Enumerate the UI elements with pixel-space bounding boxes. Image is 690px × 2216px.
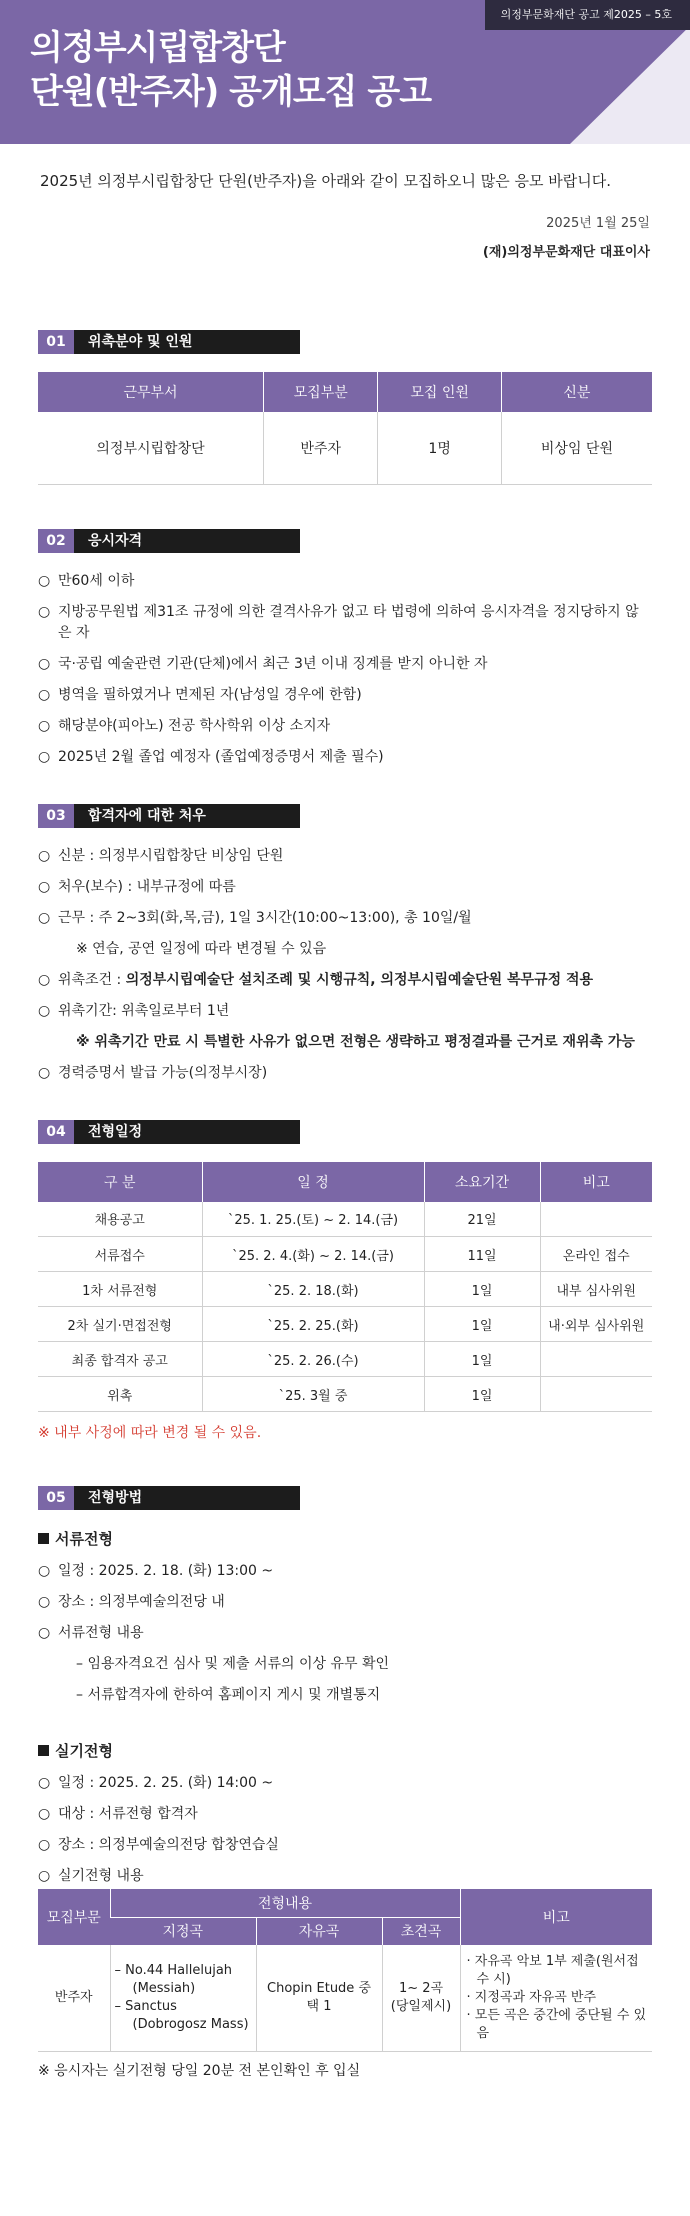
column-header: 초견곡 — [382, 1917, 460, 1945]
circle-bullet-icon: ○ — [38, 717, 51, 734]
table-cell: 1일 — [424, 1307, 540, 1342]
table-cell: 1명 — [378, 412, 502, 484]
table-row — [38, 412, 652, 484]
column-header: 비고 — [460, 1889, 652, 1945]
table-cell: 11일 — [424, 1237, 540, 1272]
section-number: 05 — [38, 1486, 74, 1510]
assigned-pieces-cell: – No.44 Hallelujah (Messiah) – Sanctus (Dobrogosz Mass) — [110, 1945, 256, 2052]
intro-text: 2025년 의정부시립합창단 단원(반주자)을 아래와 같이 모집하오니 많은 응모 바랍니다. — [40, 172, 611, 190]
table-row — [38, 1342, 652, 1377]
list-item: ○ 장소 : 의정부예술의전당 내 — [38, 1592, 652, 1613]
schedule-table — [38, 1162, 652, 1413]
section-title: 전형방법 — [74, 1486, 300, 1510]
table-cell — [540, 1377, 652, 1412]
column-header: 모집부분 — [264, 372, 378, 412]
table-cell: `25. 3월 중 — [202, 1377, 424, 1412]
section-heading — [38, 529, 652, 553]
section-01 — [0, 330, 690, 485]
section-number: 02 — [38, 529, 74, 553]
table-cell: 1일 — [424, 1272, 540, 1307]
list-item: ○ 신분 : 의정부시립합창단 비상임 단원 — [38, 846, 652, 867]
circle-bullet-icon: ○ — [38, 603, 51, 620]
section-title: 전형일정 — [74, 1120, 300, 1144]
treatment-list — [38, 846, 652, 1084]
table-cell: 21일 — [424, 1202, 540, 1237]
table-cell: 최종 합격자 공고 — [38, 1342, 202, 1377]
table-cell — [540, 1342, 652, 1377]
column-header: 일 정 — [202, 1162, 424, 1202]
table-cell: `25. 2. 25.(화) — [202, 1307, 424, 1342]
list-item: ○ 대상 : 서류전형 합격자 — [38, 1804, 652, 1825]
square-bullet-icon — [38, 1745, 49, 1756]
circle-bullet-icon: ○ — [38, 686, 51, 703]
column-header: 전형내용 — [110, 1889, 460, 1917]
circle-bullet-icon: ○ — [38, 1837, 51, 1853]
table-row — [38, 1377, 652, 1412]
list-item: ○ 실기전형 내용 — [38, 1866, 652, 1887]
list-item: ○ 처우(보수) : 내부규정에 따름 — [38, 877, 652, 898]
circle-bullet-icon: ○ — [38, 1775, 51, 1791]
table-cell: 1차 서류전형 — [38, 1272, 202, 1307]
section-number: 03 — [38, 804, 74, 828]
list-item: ○ 병역을 필하였거나 면제된 자(남성일 경우에 한함) — [38, 685, 652, 706]
circle-bullet-icon: ○ — [38, 909, 51, 926]
table-cell — [540, 1202, 652, 1237]
column-header: 지정곡 — [110, 1917, 256, 1945]
table-row — [38, 1945, 652, 2052]
list-item: ○ 위촉기간: 위촉일로부터 1년 — [38, 1001, 652, 1022]
table-cell: 채용공고 — [38, 1202, 202, 1237]
document-screening-list — [38, 1561, 652, 1706]
section-03 — [0, 804, 690, 1084]
list-item: ○ 위촉조건 : 의정부시립예술단 설치조례 및 시행규칙, 의정부시립예술단원 복무규정 적용 — [38, 970, 652, 991]
issuer: (재)의정부문화재단 대표이사 — [482, 245, 650, 260]
circle-bullet-icon: ○ — [38, 971, 51, 988]
list-note: ※ 연습, 공연 일정에 따라 변경될 수 있음 — [76, 940, 327, 957]
table-cell: `25. 1. 25.(토) ~ 2. 14.(금) — [202, 1202, 424, 1237]
list-item: ○ 경력증명서 발급 가능(의정부시장) — [38, 1063, 652, 1084]
list-item: ○ 일정 : 2025. 2. 18. (화) 13:00 ~ — [38, 1561, 652, 1582]
identity-check-note: ※ 응시자는 실기전형 당일 20분 전 본인확인 후 입실 — [38, 2063, 361, 2079]
section-heading — [38, 1120, 652, 1144]
list-item: ○ 근무 : 주 2~3회(화,목,금), 1일 3시간(10:00~13:00), 총 10일/월 — [38, 908, 652, 929]
column-header: 모집 인원 — [378, 372, 502, 412]
circle-bullet-icon: ○ — [38, 572, 51, 589]
circle-bullet-icon: ○ — [38, 1594, 51, 1610]
circle-bullet-icon: ○ — [38, 1625, 51, 1641]
section-title: 응시자격 — [74, 529, 300, 553]
table-cell: 1일 — [424, 1377, 540, 1412]
notice-number: 의정부문화재단 공고 제2025 – 5호 — [485, 0, 690, 30]
intro — [0, 144, 690, 260]
table-cell: 서류접수 — [38, 1237, 202, 1272]
column-header: 자유곡 — [256, 1917, 382, 1945]
table-row — [38, 1237, 652, 1272]
circle-bullet-icon: ○ — [38, 1064, 51, 1081]
table-cell: 온라인 접수 — [540, 1237, 652, 1272]
table-cell: Chopin Etude 중 택 1 — [256, 1945, 382, 2052]
section-heading — [38, 804, 652, 828]
practical-screening-list — [38, 1773, 652, 1887]
practical-test-table — [38, 1889, 652, 2052]
table-cell: 위촉 — [38, 1377, 202, 1412]
page-title — [30, 26, 431, 114]
column-header: 소요기간 — [424, 1162, 540, 1202]
list-item: ○ 지방공무원법 제31조 규정에 의한 결격사유가 없고 타 법령에 의하여 응시자격을 정지당하지 않은 자 — [38, 603, 639, 641]
column-header: 근무부서 — [38, 372, 264, 412]
notes-cell: · 자유곡 악보 1부 제출(원서접수 시) · 지정곡과 자유곡 반주 · 모든 곡은 중간에 중단될 수 있음 — [460, 1945, 652, 2052]
column-header: 구 분 — [38, 1162, 202, 1202]
section-heading — [38, 1486, 652, 1510]
table-cell: 2차 실기·면접전형 — [38, 1307, 202, 1342]
table-cell: `25. 2. 26.(수) — [202, 1342, 424, 1377]
table-cell: 내·외부 심사위원 — [540, 1307, 652, 1342]
table-cell: 의정부시립합창단 — [38, 412, 264, 484]
section-05 — [0, 1486, 690, 2080]
section-heading — [38, 330, 652, 354]
list-item: ○ 일정 : 2025. 2. 25. (화) 14:00 ~ — [38, 1773, 652, 1794]
circle-bullet-icon: ○ — [38, 878, 51, 895]
practical-screening-heading: 실기전형 — [38, 1740, 652, 1761]
table-header-row — [38, 1889, 652, 1917]
column-header: 비고 — [540, 1162, 652, 1202]
list-note: ※ 위촉기간 만료 시 특별한 사유가 없으면 전형은 생략하고 평정결과를 근거로 재위촉 가능 — [76, 1033, 635, 1050]
circle-bullet-icon: ○ — [38, 847, 51, 864]
title-line-2: 단원(반주자) 공개모집 공고 — [30, 72, 432, 112]
section-02 — [0, 529, 690, 768]
square-bullet-icon — [38, 1533, 49, 1544]
list-item: ○ 장소 : 의정부예술의전당 합창연습실 — [38, 1835, 652, 1856]
notice-date: 2025년 1월 25일 — [546, 216, 650, 231]
table-cell: `25. 2. 18.(화) — [202, 1272, 424, 1307]
list-item: ○ 해당분야(피아노) 전공 학사학위 이상 소지자 — [38, 716, 652, 737]
position-table — [38, 372, 652, 485]
section-number: 01 — [38, 330, 74, 354]
document-screening-heading: 서류전형 — [38, 1528, 652, 1549]
section-04 — [0, 1120, 690, 1443]
list-item: ○ 서류전형 내용 — [38, 1623, 652, 1644]
table-header-row — [38, 1162, 652, 1202]
column-header: 신분 — [501, 372, 652, 412]
table-cell: 비상임 단원 — [501, 412, 652, 484]
header-banner — [0, 0, 690, 144]
circle-bullet-icon: ○ — [38, 655, 51, 672]
section-number: 04 — [38, 1120, 74, 1144]
circle-bullet-icon: ○ — [38, 1868, 51, 1884]
table-cell: `25. 2. 4.(화) ~ 2. 14.(금) — [202, 1237, 424, 1272]
list-item: ○ 2025년 2월 졸업 예정자 (졸업예정증명서 제출 필수) — [38, 747, 652, 768]
schedule-change-note: ※ 내부 사정에 따라 변경 될 수 있음. — [38, 1425, 262, 1441]
circle-bullet-icon: ○ — [38, 1806, 51, 1822]
table-cell: 내부 심사위원 — [540, 1272, 652, 1307]
title-line-1: 의정부시립합창단 — [30, 28, 285, 68]
sight-reading-cell: 1~ 2곡 (당일제시) — [382, 1945, 460, 2052]
table-row — [38, 1307, 652, 1342]
circle-bullet-icon: ○ — [38, 1563, 51, 1579]
table-cell: 1일 — [424, 1342, 540, 1377]
table-header-row — [38, 372, 652, 412]
circle-bullet-icon: ○ — [38, 1002, 51, 1019]
qualification-list — [38, 571, 652, 768]
table-cell: 반주자 — [38, 1945, 110, 2052]
section-title: 위촉분야 및 인원 — [74, 330, 300, 354]
list-item: ○ 만60세 이하 — [38, 571, 652, 592]
column-header: 모집부문 — [38, 1889, 110, 1945]
list-subitem: – 임용자격요건 심사 및 제출 서류의 이상 유무 확인 — [76, 1656, 390, 1672]
list-subitem: – 서류합격자에 한하여 홈페이지 게시 및 개별통지 — [76, 1687, 381, 1703]
circle-bullet-icon: ○ — [38, 748, 51, 765]
table-row — [38, 1202, 652, 1237]
table-row — [38, 1272, 652, 1307]
section-title: 합격자에 대한 처우 — [74, 804, 300, 828]
list-item: ○ 국·공립 예술관련 기관(단체)에서 최근 3년 이내 징계를 받지 아니한 자 — [38, 654, 652, 675]
table-cell: 반주자 — [264, 412, 378, 484]
